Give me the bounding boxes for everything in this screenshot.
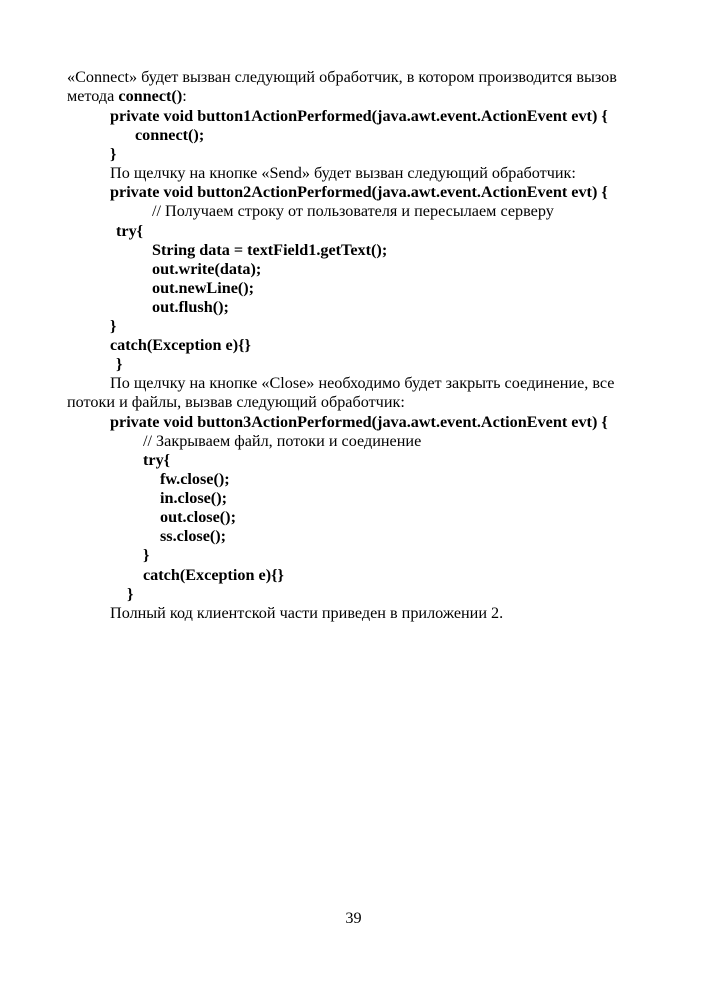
- text-line: Полный код клиентской части приведен в приложении 2.: [110, 604, 504, 622]
- page-number: 39: [345, 909, 362, 927]
- code-line: connect();: [135, 126, 205, 144]
- code-line: }: [127, 585, 134, 603]
- code-line: private void button1ActionPerformed(java.awt.event.ActionEvent evt) {: [110, 107, 608, 125]
- code-line: try{: [143, 451, 171, 469]
- code-comment: // Получаем строку от пользователя и пересылаем серверу: [152, 202, 554, 220]
- text-line: «Connect» будет вызван следующий обработчик, в котором производится вызов: [67, 68, 617, 86]
- code-line: out.newLine();: [152, 279, 255, 297]
- text-line: По щелчку на кнопке «Send» будет вызван следующий обработчик:: [110, 164, 576, 182]
- code-line: catch(Exception e){}: [143, 566, 284, 584]
- code-line: }: [143, 546, 150, 564]
- text-run: метода: [67, 87, 119, 105]
- text-run: :: [182, 87, 187, 105]
- code-line: ss.close();: [160, 527, 227, 545]
- code-line: catch(Exception e){}: [110, 336, 251, 354]
- code-line: }: [110, 145, 117, 163]
- code-line: String data = textField1.getText();: [152, 241, 388, 259]
- text-line: потоки и файлы, вызвав следующий обработчик:: [67, 393, 405, 411]
- code-comment: // Закрываем файл, потоки и соединение: [143, 432, 422, 450]
- code-line: out.write(data);: [152, 260, 262, 278]
- code-inline: connect(): [118, 87, 183, 105]
- code-line: private void button3ActionPerformed(java.awt.event.ActionEvent evt) {: [110, 413, 608, 431]
- code-line: private void button2ActionPerformed(java.awt.event.ActionEvent evt) {: [110, 183, 608, 201]
- code-line: fw.close();: [160, 470, 230, 488]
- code-line: out.close();: [160, 508, 236, 526]
- code-line: }: [110, 317, 117, 335]
- text-line: [67, 87, 187, 106]
- code-line: }: [116, 355, 123, 373]
- text-line: По щелчку на кнопке «Close» необходимо будет закрыть соединение, все: [110, 374, 615, 392]
- code-line: try{: [116, 222, 144, 240]
- code-line: out.flush();: [152, 298, 229, 316]
- code-line: in.close();: [160, 489, 227, 507]
